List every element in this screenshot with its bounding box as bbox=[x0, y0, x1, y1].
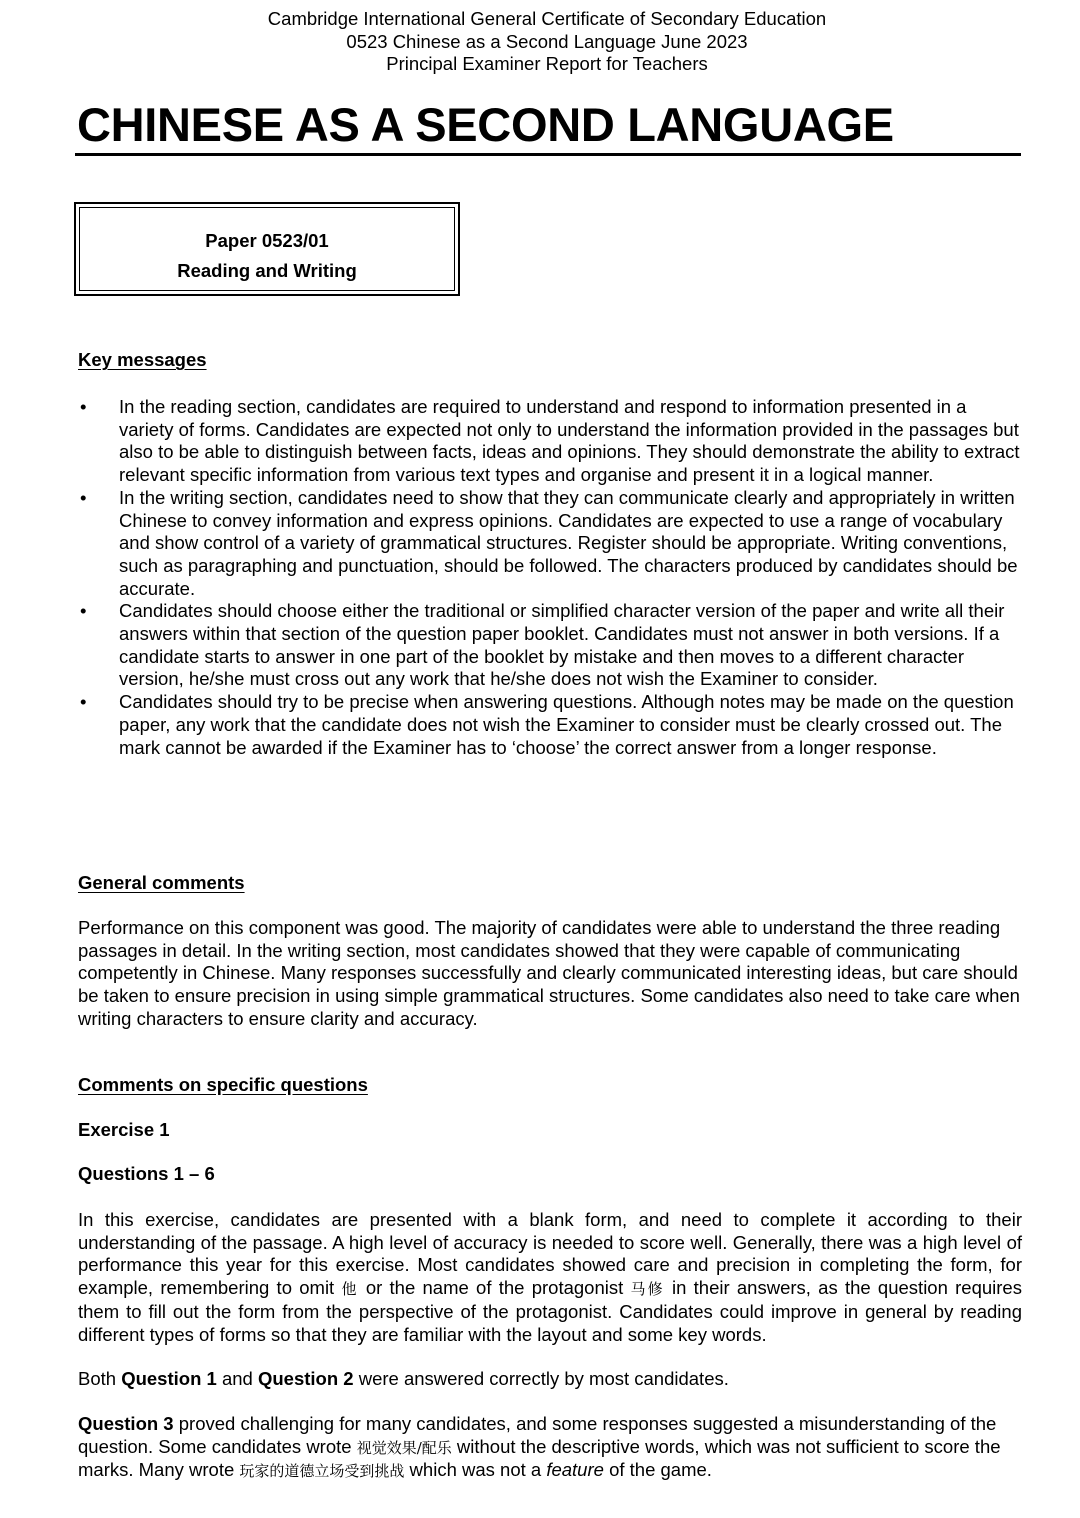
q3-feature-word: feature bbox=[546, 1459, 604, 1481]
header-line-3: Principal Examiner Report for Teachers bbox=[386, 53, 708, 74]
exercise-heading: Exercise 1 bbox=[78, 1119, 170, 1140]
list-item-text: Candidates should try to be precise when answering questions. Although notes may be made on the question paper, any work that the candidate does not wish the Examiner to consider must be clearly crossed out. The mark cannot be awarded if the Examiner has to ‘choose’ the correct answer from a longer response. bbox=[119, 691, 1014, 758]
header-line-2: 0523 Chinese as a Second Language June 2023 bbox=[346, 30, 748, 52]
report-header bbox=[0, 8, 1080, 76]
general-comments-heading: General comments bbox=[78, 872, 245, 893]
paper-name: Reading and Writing bbox=[177, 260, 357, 281]
list-item bbox=[78, 691, 1022, 759]
q3-part-4: of the game. bbox=[603, 1459, 712, 1481]
q3-chinese-1: 视觉效果/配乐 bbox=[356, 1438, 452, 1457]
bullet-icon: • bbox=[80, 600, 87, 622]
q3-text bbox=[78, 1413, 1022, 1483]
exercise-intro-text bbox=[78, 1209, 1022, 1346]
q1q2-and: and bbox=[216, 1368, 258, 1389]
list-item-text: In the reading section, candidates are required to understand and respond to information presented in a variety of forms. Candidates are expected not only to understand the information provided in the passages but also to be able to distinguish between facts, ideas and opinions. They should demonstrate the ability to extract relevant specific information from various text types and organise and present it in a logical manner. bbox=[119, 396, 1020, 486]
q1q2-lead: Both bbox=[78, 1368, 122, 1389]
key-messages-list bbox=[78, 396, 1022, 759]
question-3-label: Question 3 bbox=[78, 1413, 174, 1434]
list-item bbox=[78, 487, 1022, 601]
questions-heading: Questions 1 – 6 bbox=[78, 1163, 215, 1184]
q3-part-1: proved challenging for many candidates, and some responses suggested a misunderstanding of the question. Some candidates wrote bbox=[78, 1413, 997, 1457]
paper-info-inner bbox=[79, 207, 455, 291]
list-item-text: In the writing section, candidates need to show that they can communicate clearly and appropriately in written Chinese to convey information and express opinions. Candidates are expected to use a range of vocabulary and show control of a variety of grammatical structures. Register should be appropriate. Writing conventions, such as paragraphing and punctuation, should be followed. The characters produced by candidates should be accurate. bbox=[119, 486, 1018, 599]
list-item-text: Candidates should choose either the traditional or simplified character version of the paper and write all their answers within that section of the question paper booklet. Candidates must not answer in both versions. If a candidate starts to answer in one part of the booklet by mistake and then moves to a different character version, he/she must cross out any work that he/she does not wish the Examiner to consider. bbox=[119, 600, 1005, 690]
intro-chinese-2: 马修 bbox=[630, 1280, 665, 1299]
page-title: CHINESE AS A SECOND LANGUAGE bbox=[77, 98, 894, 151]
bullet-icon: • bbox=[80, 486, 87, 508]
bullet-icon: • bbox=[80, 396, 87, 417]
list-item bbox=[78, 600, 1022, 691]
intro-part-3: in their answers, as the question requires them to fill out the form from the perspective of the protagonist. Candidates could improve in general by reading different types of forms so that they are familiar with the layout and some key words. bbox=[78, 1277, 1022, 1345]
intro-part-2: or the name of the protagonist bbox=[358, 1277, 631, 1299]
q3-chinese-2: 玩家的道德立场受到挑战 bbox=[239, 1462, 405, 1481]
q3-part-3: which was not a bbox=[404, 1459, 547, 1481]
title-divider bbox=[75, 153, 1021, 156]
bullet-icon: • bbox=[80, 691, 87, 713]
intro-part-1: In this exercise, candidates are presented with a blank form, and need to complete it according to their understanding of the passage. A high level of accuracy is needed to score well. Generally, there was a high level of performance this year for this exercise. Most candidates showed care and precision in completing the form, for example, remembering to omit bbox=[78, 1209, 1022, 1299]
intro-chinese-1: 他 bbox=[341, 1280, 359, 1299]
paper-code: Paper 0523/01 bbox=[205, 230, 329, 251]
general-comments-text: Performance on this component was good. The majority of candidates were able to understand the three reading passages in detail. In the writing section, most candidates showed that they were capable of communicating competently in Chinese. Many responses successfully and clearly communicated interesting ideas, but care should be taken to ensure precision in using simple grammatical structures. Some candidates also need to take care when writing characters to ensure clarity and accuracy. bbox=[78, 917, 1020, 1029]
question-2-label: Question 2 bbox=[257, 1368, 354, 1389]
key-messages-heading: Key messages bbox=[78, 349, 207, 370]
list-item bbox=[78, 396, 1022, 487]
q3-part-2: without the descriptive words, which was not sufficient to score the marks. Many wrote bbox=[78, 1435, 1001, 1481]
q1q2-rest: were answered correctly by most candidates. bbox=[353, 1368, 729, 1389]
question-1-label: Question 1 bbox=[121, 1368, 217, 1389]
q1-q2-text bbox=[78, 1368, 1022, 1391]
specific-questions-heading: Comments on specific questions bbox=[78, 1074, 368, 1095]
header-line-1: Cambridge International General Certificate of Secondary Education bbox=[267, 8, 827, 29]
paper-info-box bbox=[74, 202, 460, 296]
